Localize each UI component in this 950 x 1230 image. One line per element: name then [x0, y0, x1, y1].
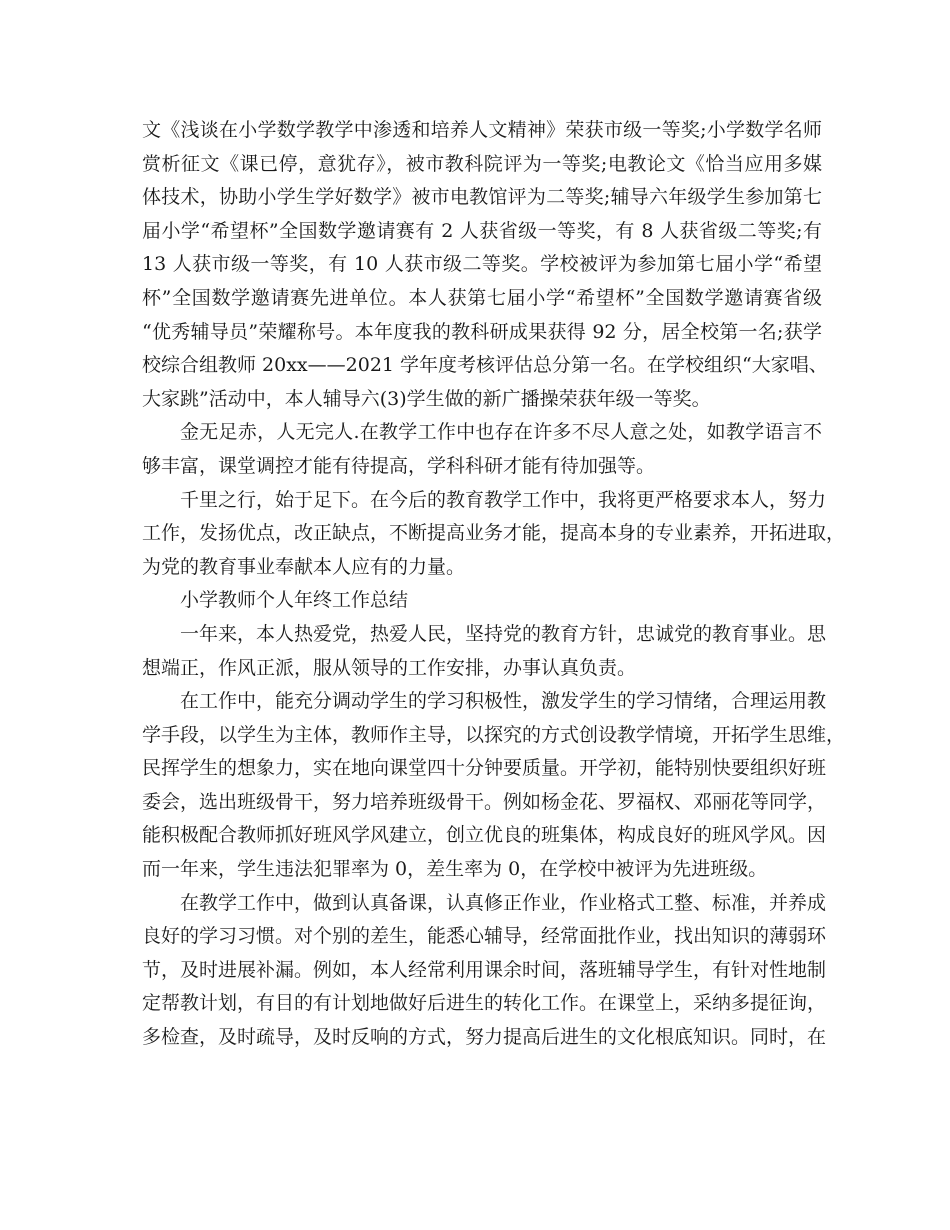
text-line: 赏析征文《课已停，意犹存》，被市教科院评为一等奖;电教论文《恰当应用多媒 [142, 152, 822, 175]
text-line: 良好的学习习惯。对个别的差生，能悉心辅导，经常面批作业，找出知识的薄弱环 [142, 925, 827, 948]
text-line: 在教学工作中，做到认真备课，认真修正作业，作业格式工整、标准，并养成 [180, 891, 827, 914]
text-line: 为党的教育事业奉献本人应有的力量。 [142, 555, 466, 578]
document-page [142, 114, 846, 1055]
text-line: 杯”全国数学邀请赛先进单位。本人获第七届小学“希望杯”全国数学邀请赛省级 [142, 286, 822, 309]
text-line: 13 人获市级一等奖，有 10 人获市级二等奖。学校被评为参加第七届小学“希望 [142, 253, 822, 276]
paragraph-future-plan [142, 484, 846, 585]
paragraph-teaching [142, 887, 827, 1055]
text-line: 够丰富，课堂调控才能有待提高，学科科研才能有待加强等。 [142, 454, 656, 477]
text-line: 工作，发扬优点，改正缺点，不断提高业务才能，提高本身的专业素养，开拓进取， [142, 522, 846, 545]
text-line: 届小学“希望杯”全国数学邀请赛有 2 人获省级一等奖，有 8 人获省级二等奖;有 [142, 219, 822, 242]
text-line: 校综合组教师 20xx——2021 学年度考核评估总分第一名。在学校组织“大家唱、 [142, 354, 828, 377]
text-line: 体技术，协助小学生学好数学》被市电教馆评为二等奖;辅导六年级学生参加第七 [142, 186, 822, 209]
text-line: 文《浅谈在小学数学教学中渗透和培养人文精神》荣获市级一等奖;小学数学名师 [142, 119, 822, 141]
paragraph-work [142, 685, 846, 887]
text-line: 大家跳”活动中，本人辅导六(3)学生做的新广播操荣获年级一等奖。 [142, 387, 711, 410]
text-line: 想端正，作风正派，服从领导的工作安排，办事认真负责。 [142, 656, 637, 679]
heading-text: 小学教师个人年终工作总结 [180, 589, 409, 612]
text-line: 金无足赤，人无完人.在教学工作中也存在许多不尽人意之处，如教学语言不 [180, 421, 822, 444]
paragraph-attitude [142, 618, 827, 685]
text-line: 在工作中，能充分调动学生的学习积极性，激发学生的学习情绪，合理运用教 [180, 690, 827, 713]
paragraph-awards [142, 114, 828, 416]
text-line: 能积极配合教师抓好班风学风建立，创立优良的班集体，构成良好的班风学风。因 [142, 824, 827, 847]
text-line: 多检查，及时疏导，及时反响的方式，努力提高后进生的文化根底知识。同时，在 [142, 1026, 827, 1049]
text-line: “优秀辅导员”荣耀称号。本年度我的教科研成果获得 92 分，居全校第一名;获学 [142, 320, 822, 343]
text-line: 千里之行，始于足下。在今后的教育教学工作中，我将更严格要求本人，努力 [180, 488, 827, 511]
text-line: 学手段，以学生为主体，教师作主导，以探究的方式创设教学情境，开拓学生思维， [142, 723, 846, 746]
text-line: 一年来，本人热爱党，热爱人民，坚持党的教育方针，忠诚党的教育事业。思 [180, 622, 827, 645]
section-heading [142, 584, 822, 618]
text-line: 节，及时进展补漏。例如，本人经常利用课余时间，落班辅导学生，有针对性地制 [142, 958, 827, 981]
paragraph-shortcomings [142, 416, 822, 483]
text-line: 而一年来，学生违法犯罪率为 0，差生率为 0，在学校中被评为先进班级。 [142, 858, 768, 881]
text-line: 委会，选出班级骨干，努力培养班级骨干。例如杨金花、罗福权、邓丽花等同学， [142, 790, 827, 813]
text-line: 定帮教计划，有目的有计划地做好后进生的转化工作。在课堂上，采纳多提征询， [142, 992, 827, 1015]
text-line: 民挥学生的想象力，实在地向课堂四十分钟要质量。开学初，能特别快要组织好班 [142, 757, 827, 780]
